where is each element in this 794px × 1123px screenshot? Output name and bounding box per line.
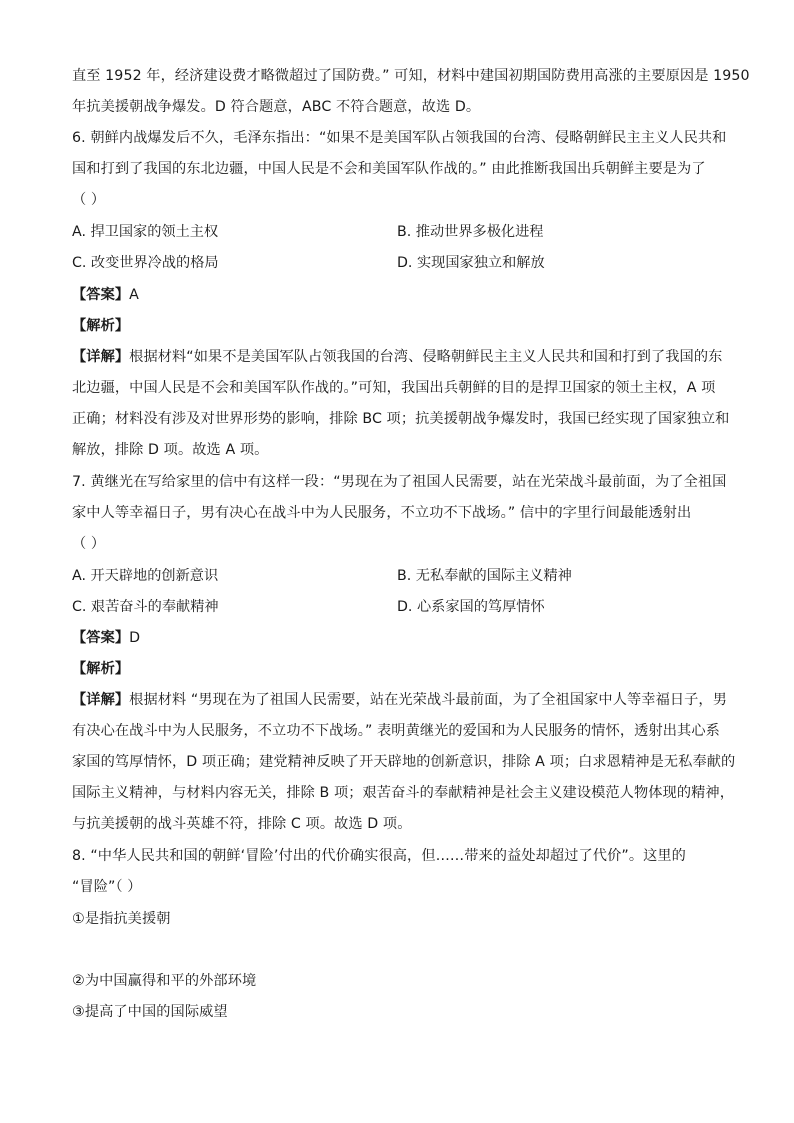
question-6-stem: 国和打到了我国的东北边疆，中国人民是不会和美国军队作战的。” 由此推断我国出兵朝鲜主要是为了 (72, 161, 706, 177)
q6-detail-line: 北边疆，中国人民是不会和美国军队作战的。”可知，我国出兵朝鲜的目的是捍卫国家的领土主权，A 项 (72, 380, 716, 396)
q8-item: ①是指抗美援朝 (72, 911, 171, 927)
q6-option-d: D. 实现国家独立和解放 (397, 255, 545, 271)
q7-detail-line: 国际主义精神，与材料内容无关，排除 B 项；艰苦奋斗的奉献精神是社会主义建设模范人物体现的精神， (72, 785, 734, 801)
detail-tag: 【详解】 (72, 349, 130, 365)
q6-detail-line: 正确；材料没有涉及对世界形势的影响，排除 BC 项；抗美援朝战争爆发时，我国已经实现了国家独立和 (72, 411, 730, 427)
q7-answer (72, 628, 140, 648)
q7-detail-line: 【详解】根据材料 “男现在为了祖国人民需要，站在光荣战斗最前面，为了全祖国家中人等幸福日子，男 (72, 692, 728, 708)
q6-option-c: C. 改变世界冷战的格局 (72, 255, 219, 271)
q7-analysis-tag: 【解析】 (72, 661, 130, 677)
q6-detail-line: 解放，排除 D 项。故选 A 项。 (72, 442, 269, 458)
q7-option-b: B. 无私奉献的国际主义精神 (397, 568, 572, 584)
q6-detail-line: 【详解】根据材料“如果不是美国军队占领我国的台湾、侵略朝鲜民主主义人民共和国和打到了我国的东 (72, 349, 723, 365)
question-8-stem: “冒险”（ ） (72, 879, 142, 895)
q7-option-a: A. 开天辟地的创新意识 (72, 568, 219, 584)
text-line: 直至 1952 年，经济建设费才略微超过了国防费。” 可知，材料中建国初期国防费用高涨的主要原因是 1950 (72, 68, 750, 84)
question-7-stem: 家中人等幸福日子，男有决心在战斗中为人民服务，不立功不下战场。” 信中的字里行间最能透射出 (72, 505, 692, 521)
question-6-blank: （ ） (72, 192, 106, 208)
q7-option-c: C. 艰苦奋斗的奉献精神 (72, 599, 219, 615)
q6-option-a: A. 捍卫国家的领土主权 (72, 224, 219, 240)
q8-item: ②为中国赢得和平的外部环境 (72, 973, 257, 989)
text-line: 年抗美援朝战争爆发。D 符合题意，ABC 不符合题意，故选 D。 (72, 99, 481, 115)
detail-tag: 【详解】 (72, 692, 130, 708)
answer-value: A (129, 287, 139, 303)
q7-option-d: D. 心系家国的笃厚情怀 (397, 599, 545, 615)
q6-analysis-tag: 【解析】 (72, 318, 130, 334)
question-7-blank: （ ） (72, 536, 106, 552)
q6-option-b: B. 推动世界多极化进程 (397, 224, 544, 240)
q7-detail-line: 家国的笃厚情怀，D 项正确；建党精神反映了开天辟地的创新意识，排除 A 项；白求恩精神是无私奉献的 (72, 754, 736, 770)
q8-item: ③提高了中国的国际威望 (72, 1004, 228, 1020)
question-7-stem: 7. 黄继光在写给家里的信中有这样一段：“男现在为了祖国人民需要，站在光荣战斗最前面，为了全祖国 (72, 474, 727, 490)
answer-tag: 【答案】 (72, 630, 130, 646)
answer-value: D (129, 630, 141, 646)
q6-answer (72, 285, 139, 305)
q7-detail-line: 与抗美援朝的战斗英雄不符，排除 C 项。故选 D 项。 (72, 816, 412, 832)
q7-detail-line: 有决心在战斗中为人民服务，不立功不下战场。” 表明黄继光的爱国和为人民服务的情怀，透射出其心系 (72, 723, 720, 739)
answer-tag: 【答案】 (72, 287, 130, 303)
question-8-stem: 8. “中华人民共和国的朝鲜‘冒险’付出的代价确实很高，但……带来的益处却超过了代价”。这里的 (72, 848, 686, 864)
question-6-stem: 6. 朝鲜内战爆发后不久，毛泽东指出：“如果不是美国军队占领我国的台湾、侵略朝鲜民主主义人民共和 (72, 130, 727, 146)
